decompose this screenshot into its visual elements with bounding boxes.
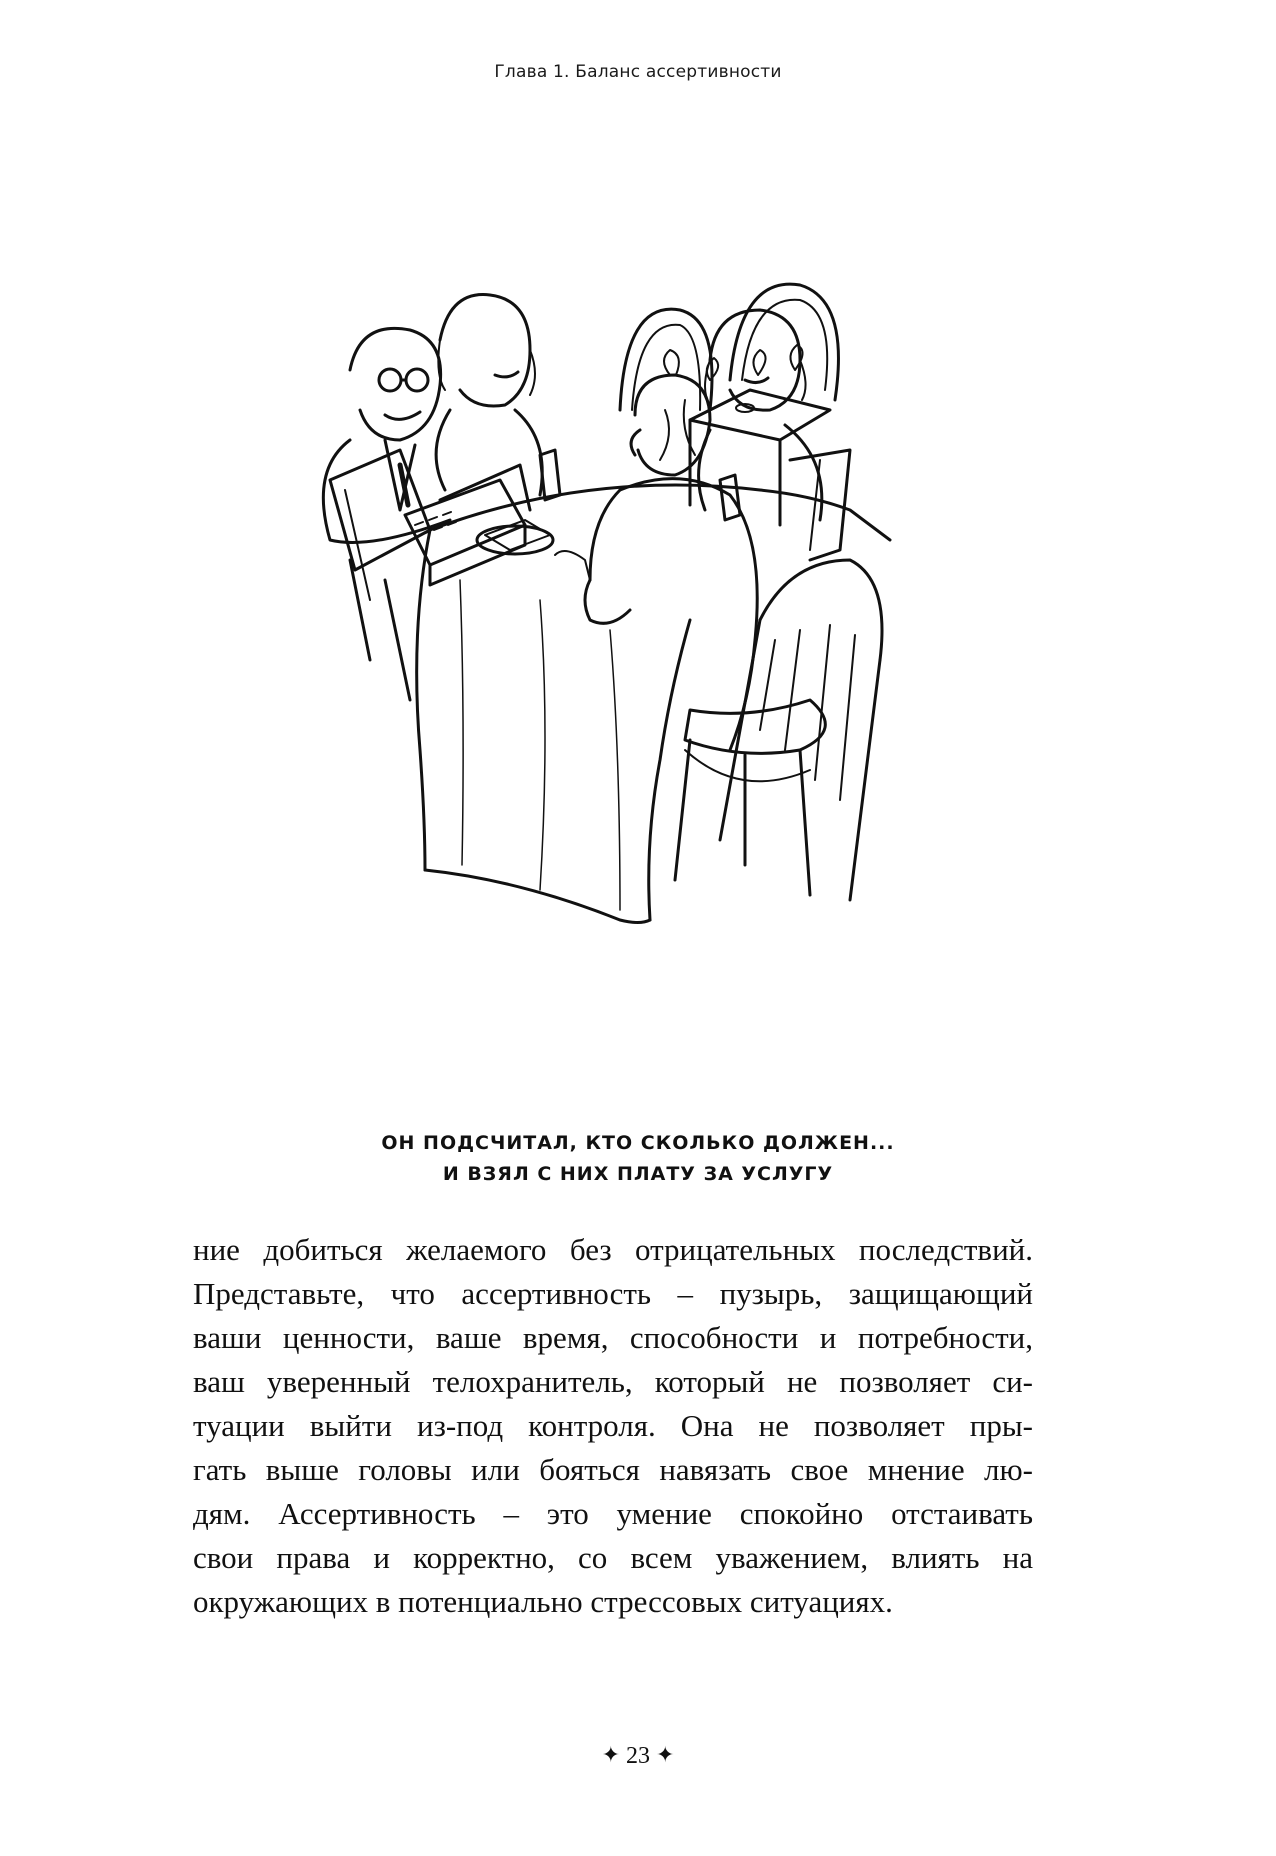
body-line: ваши ценности, ваше время, способности и потребности, <box>193 1320 1033 1355</box>
cartoon-illustration <box>290 280 990 1100</box>
body-line: дям. Ассертивность – это умение спокойно отстаивать <box>193 1496 1033 1531</box>
caption-line-1: ОН ПОДСЧИТАЛ, КТО СКОЛЬКО ДОЛЖЕН... <box>381 1132 895 1154</box>
star-ornament-icon: ✦ <box>601 1742 620 1767</box>
body-line: Представьте, что ассертивность – пузырь, защищающий <box>193 1276 1033 1311</box>
page-number-footer <box>0 1742 1276 1770</box>
star-ornament-icon: ✦ <box>656 1742 675 1767</box>
cartoon-restaurant-table-icon <box>290 280 990 1100</box>
page-number: 23 <box>626 1743 650 1769</box>
body-line: туации выйти из-под контроля. Она не позволяет пры- <box>193 1408 1033 1443</box>
running-head: Глава 1. Баланс ассертивности <box>494 62 782 82</box>
body-line: свои права и корректно, со всем уважением, влиять на <box>193 1540 1033 1575</box>
body-line: гать выше головы или бояться навязать свое мнение лю- <box>193 1452 1033 1487</box>
body-line: окружающих в потенциально стрессовых ситуациях. <box>193 1584 893 1619</box>
caption-line-2: И ВЗЯЛ С НИХ ПЛАТУ ЗА УСЛУГУ <box>442 1163 834 1185</box>
body-line: ние добиться желаемого без отрицательных последствий. <box>193 1232 1033 1267</box>
body-line: ваш уверенный телохранитель, который не позволяет си- <box>193 1364 1033 1399</box>
body-paragraph <box>193 1228 1033 1624</box>
illustration-caption <box>0 1128 1276 1190</box>
